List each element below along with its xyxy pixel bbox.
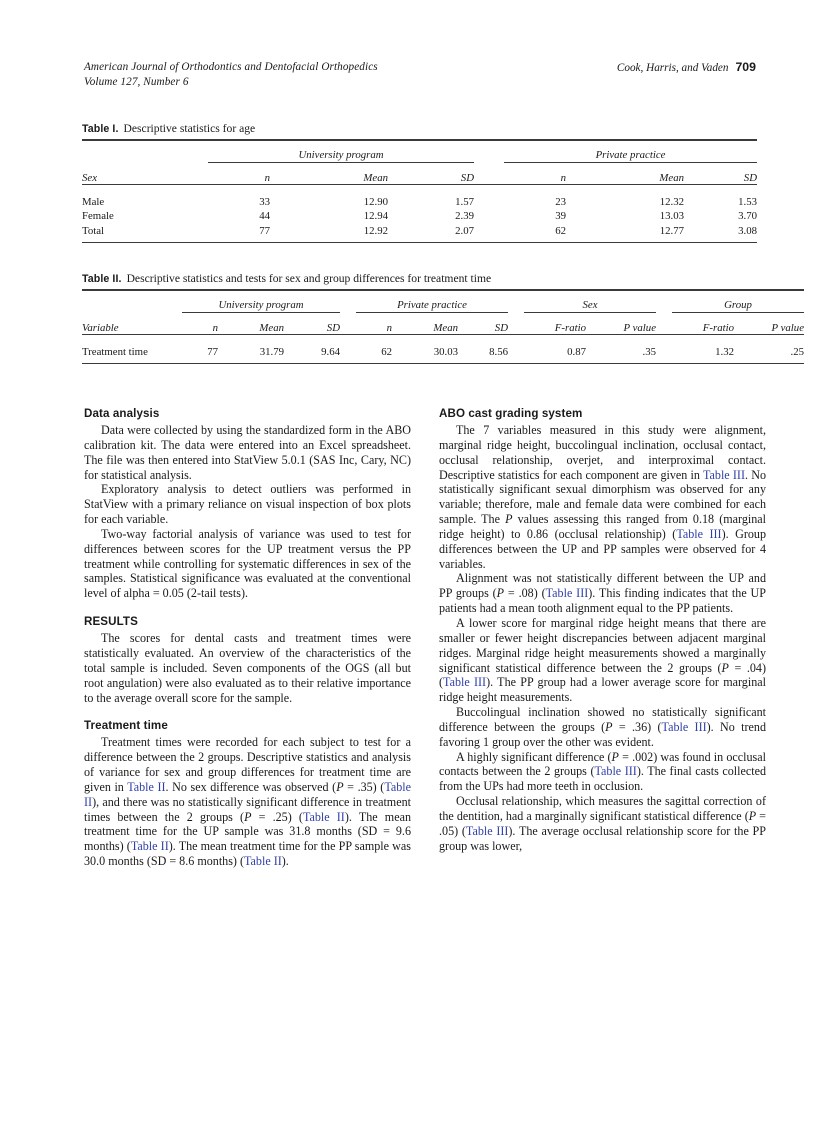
table-1-r1-pp-sd: 3.70	[738, 210, 757, 222]
table-1-label: Table I.	[82, 123, 119, 135]
table-1-col-up-sd: SD	[460, 172, 474, 184]
running-head-right	[617, 60, 756, 76]
table-1-r0-up-n: 33	[259, 195, 270, 208]
paragraph-data-collection: Data were collected by using the standardized form in the ABO calibration kit. The data were entered into an Excel spreadsheet. The file was then entered into StatView 5.0.1 (SAS Inc, Cary, NC) for statistical analysis.	[84, 423, 411, 482]
stat-symbol-p: P	[336, 779, 344, 794]
table-row	[82, 222, 757, 237]
stat-symbol-p: P	[748, 808, 757, 823]
table-2-r0-up-n: 77	[207, 345, 218, 358]
text-run: = .04) (	[439, 660, 766, 690]
table-1-r1-pp-mean: 13.03	[659, 210, 684, 222]
table-2-col-sex-pvalue: P value	[623, 322, 656, 334]
table-2-group-group: Group	[672, 294, 804, 313]
table-1-header-row	[82, 165, 757, 185]
table-2-group-header-row	[82, 294, 804, 313]
table-1-col-pp-n: n	[560, 172, 566, 184]
table-2-col-group-fratio: F-ratio	[702, 322, 734, 334]
table-2-col-variable: Variable	[82, 322, 119, 334]
stat-symbol-p: P	[611, 749, 619, 764]
table-1-block	[82, 122, 757, 246]
table-1-group-header-row	[82, 144, 757, 163]
text-run: Buccolingual inclination showed no statistically significant difference between the groups (	[439, 705, 766, 734]
table-2-col-up-sd: SD	[326, 322, 340, 334]
table-2-r0-variable: Treatment time	[82, 345, 148, 358]
table-1-r2-pp-mean: 12.77	[659, 224, 684, 237]
table-2-r0-sex-pvalue: .35	[642, 345, 656, 358]
table-1-col-up-n: n	[264, 172, 270, 184]
text-run: . No sex difference was observed (	[165, 779, 337, 794]
link-table-2[interactable]: Table II	[127, 779, 166, 794]
paragraph-marginal-ridge-height	[439, 616, 766, 705]
table-1-r1-pp-n: 39	[555, 210, 566, 222]
text-run: A lower score for marginal ridge height means that there are smaller or fewer height discrepancies between adjacent marginal ridges. Marginal ridge height measurements showed a marginally significant statistical difference between the 2 groups (	[439, 615, 766, 675]
table-1-col-pp-mean: Mean	[659, 172, 684, 184]
table-1-col-pp-sd: SD	[743, 172, 757, 184]
table-1-r0-up-mean: 12.90	[363, 195, 388, 208]
stat-symbol-p: P	[244, 809, 252, 824]
table-2-header-row	[82, 315, 804, 335]
table-2-block	[82, 272, 804, 367]
stat-symbol-p: P	[605, 719, 613, 734]
heading-results: RESULTS	[84, 615, 138, 629]
table-1-r2-up-n: 77	[259, 224, 270, 237]
paragraph-occlusal-contacts	[439, 750, 766, 795]
table-2-r0-up-mean: 31.79	[259, 345, 284, 358]
table-2-group-private: Private practice	[356, 294, 508, 313]
table-2-col-group-pvalue: P value	[771, 322, 804, 334]
table-1-group-private: Private practice	[504, 144, 757, 163]
text-run: ). The final casts collected from the UPs had more teeth in occlusion.	[439, 764, 766, 794]
journal-title	[84, 60, 378, 89]
text-run: = .35) (	[343, 779, 385, 794]
link-table-3[interactable]: Table III	[676, 526, 722, 541]
heading-abo-cast-grading-system: ABO cast grading system	[439, 407, 583, 420]
table-1-col-up-mean: Mean	[363, 172, 388, 184]
table-2-col-pp-n: n	[386, 322, 392, 334]
text-run: values assessing this ranged from 0.18 (marginal ridge height) to 0.86 (occlusal relationship) (	[439, 512, 766, 541]
text-run: = .002) was found in occlusal contacts between the 2 groups (	[439, 749, 766, 779]
stat-symbol-p: P	[721, 660, 729, 675]
table-2-col-pp-sd: SD	[494, 322, 508, 334]
stat-symbol-p: P	[496, 586, 505, 601]
text-run: ), and there was no statistically significant difference in treatment times between the 2 groups (	[84, 794, 411, 824]
text-run: = .36) (	[612, 719, 662, 734]
table-1-r0-sex: Male	[82, 195, 105, 208]
text-run: = .08) (	[504, 586, 546, 601]
table-2-caption	[82, 272, 757, 285]
link-table-3[interactable]: Table III	[702, 467, 745, 482]
table-2-col-sex-fratio: F-ratio	[554, 322, 586, 334]
table-1-r2-pp-n: 62	[555, 224, 566, 237]
text-run: = .05) (	[439, 808, 766, 838]
text-run: ). The mean treatment time for the UP sample was 31.8 months (SD = 9.6 months) (	[84, 809, 411, 854]
table-1-r1-up-mean: 12.94	[363, 210, 388, 222]
table-1-r0-pp-mean: 12.32	[659, 195, 684, 208]
table-1-col-sex: Sex	[82, 172, 97, 184]
table-2-caption-text: Descriptive statistics and tests for sex and group differences for treatment time	[126, 272, 492, 285]
paragraph-exploratory-analysis: Exploratory analysis to detect outliers was performed in StatView with a primary reliance on visual inspection of box plots for each variable.	[84, 482, 411, 527]
table-1-r2-up-mean: 12.92	[363, 224, 388, 237]
text-run: Occlusal relationship, which measures the sagittal correction of the dentition, had a marginally significant statistical difference (	[439, 794, 766, 823]
table-row	[82, 208, 757, 223]
journal-volume-line: Volume 127, Number 6	[84, 75, 189, 88]
table-2	[82, 289, 804, 367]
table-2-r0-up-sd: 9.64	[321, 345, 340, 358]
link-table-3[interactable]: Table III	[545, 586, 589, 601]
table-1-group-university: University program	[208, 144, 474, 163]
table-1-caption	[82, 122, 757, 135]
table-2-r0-sex-fratio: 0.87	[567, 345, 586, 358]
link-table-3[interactable]: Table III	[465, 823, 509, 838]
author-names: Cook, Harris, and Vaden	[616, 62, 729, 74]
paragraph-seven-variables	[439, 423, 766, 571]
text-run: ). The mean treatment time for the PP sample was 30.0 months (SD = 8.6 months) (	[84, 839, 411, 869]
table-1-caption-text: Descriptive statistics for age	[123, 122, 256, 135]
table-2-r0-pp-mean: 30.03	[433, 345, 458, 358]
table-2-col-up-mean: Mean	[259, 322, 284, 334]
text-run: . No statistically significant sexual dimorphism was observed for any variable; therefore, male and female data were combined for each sample. The	[439, 467, 767, 527]
table-1-r0-pp-n: 23	[555, 195, 566, 208]
table-1-r1-up-n: 44	[259, 210, 270, 222]
link-table-3[interactable]: Table III	[594, 764, 637, 779]
stat-symbol-p: P	[505, 512, 513, 527]
body-column-right	[439, 406, 766, 853]
text-run: = .25) (	[251, 809, 303, 824]
paragraph-occlusal-relationship	[439, 794, 766, 853]
link-table-2[interactable]: Table II	[244, 854, 282, 869]
page-number: 709	[735, 60, 756, 74]
link-table-3[interactable]: Table III	[661, 719, 707, 734]
text-run: Treatment times were recorded for each subject to test for a difference between the 2 groups. Descriptive statistics and analysis of variance for sex and group differences for treatment time are given in	[84, 735, 411, 794]
link-table-2[interactable]: Table II	[84, 779, 411, 809]
table-2-group-university: University program	[182, 294, 340, 313]
table-row	[82, 343, 804, 358]
table-1-r1-up-sd: 2.39	[455, 210, 474, 222]
heading-data-analysis: Data analysis	[84, 407, 160, 420]
text-run: ). The average occlusal relationship score for the PP group was lower,	[439, 823, 766, 853]
paragraph-treatment-time	[84, 735, 411, 869]
table-1-r0-up-sd: 1.57	[455, 195, 474, 208]
text-run: A highly significant difference (	[456, 749, 612, 764]
text-run: ). This finding indicates that the UP patients had a mean tooth alignment equal to the PP patients.	[439, 586, 766, 616]
table-2-group-sex: Sex	[524, 294, 656, 313]
text-run: ). Group differences between the UP and PP samples were observed for 4 variables.	[439, 526, 767, 571]
table-2-r0-pp-sd: 8.56	[489, 345, 508, 358]
paragraph-buccolingual-inclination	[439, 705, 766, 750]
paragraph-two-way-anova: Two-way factorial analysis of variance was used to test for differences between scores for the UP treatment versus the PP treatment while controlling for systematic differences in sex of the samples. Statistical significance was evaluated at the conventional level of alpha = 0.05 (2-tail tests).	[84, 526, 411, 601]
text-run: Alignment was not statistically different between the UP and PP groups (	[439, 571, 766, 601]
table-1	[82, 139, 757, 246]
paragraph-alignment	[439, 571, 766, 616]
text-run: ). The PP group had a lower average score for marginal ridge height measurements.	[439, 675, 766, 705]
table-2-label: Table II.	[82, 273, 122, 285]
table-2-col-up-n: n	[212, 322, 218, 334]
table-1-r2-up-sd: 2.07	[455, 224, 474, 237]
table-1-r1-sex: Female	[82, 210, 114, 222]
table-1-r2-sex: Total	[82, 224, 105, 237]
table-2-r0-pp-n: 62	[381, 345, 392, 358]
paragraph-results-overview: The scores for dental casts and treatment times were statistically evaluated. An overview of the characteristics of the total sample is included. Seven components of the OGS (all but root angulation) were also evaluated as to their relative importance to the average overall score for the sample.	[84, 631, 411, 705]
body-column-left	[84, 406, 411, 869]
table-2-r0-group-fratio: 1.32	[715, 345, 734, 358]
table-2-r0-group-pvalue: .25	[790, 345, 804, 358]
heading-treatment-time: Treatment time	[84, 719, 168, 733]
link-table-2[interactable]: Table II	[302, 809, 345, 824]
text-run: ).	[281, 854, 289, 869]
text-run: ). No trend favoring 1 group over the other was evident.	[439, 719, 766, 749]
table-2-col-pp-mean: Mean	[433, 322, 458, 334]
table-row	[82, 193, 757, 208]
link-table-3[interactable]: Table III	[443, 675, 487, 690]
link-table-2[interactable]: Table II	[130, 839, 169, 854]
journal-title-line1: American Journal of Orthodontics and Dentofacial Orthopedics	[84, 61, 378, 73]
table-1-r0-pp-sd: 1.53	[738, 195, 757, 208]
table-1-r2-pp-sd: 3.08	[738, 224, 757, 237]
running-head	[84, 60, 756, 94]
text-run: The 7 variables measured in this study were alignment, marginal ridge height, buccolingual inclination, occlusal contact, occlusal relationship, overjet, and interproximal contact. Descriptive statistics for each component are given in	[439, 423, 766, 482]
